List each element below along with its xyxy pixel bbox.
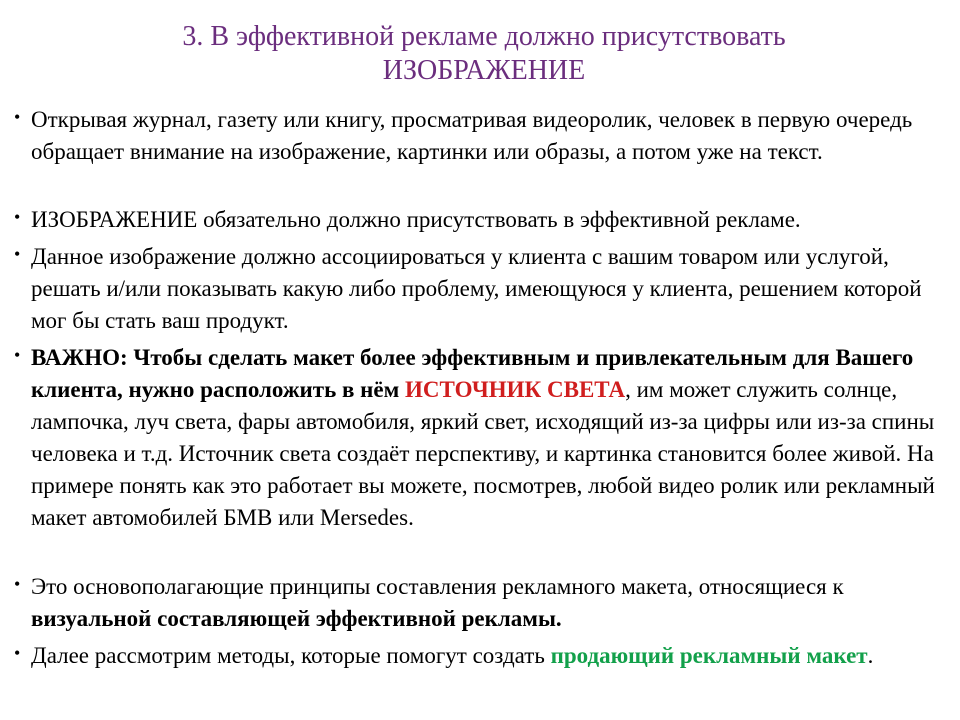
bullet-text-segment: Открывая журнал, газету или книгу, просматривая видеоролик, человек в первую очередь обращает внимание на изображение, картинки или образы, а потом уже на текст. [31, 107, 913, 164]
slide-title [60, 20, 908, 88]
bullet-text-segment: , им может служить солнце, лампочка, луч света, фары автомобиля, яркий свет, исходящий из-за цифры или из-за спины человека и т.д. Источник света создаёт перспективу, и картинка становится более живой. На примере понять как это работает вы можете, посмотрев, любой видео ролик или рекламный макет автомобилей БМВ или Mersedes. [31, 377, 935, 530]
bullet-text [31, 571, 950, 635]
bullet-item-3 [14, 241, 950, 337]
bullet-text [31, 241, 950, 337]
bullet-item-1 [14, 104, 950, 168]
bullet-dot: • [14, 107, 21, 127]
title-line-1: 3. В эффективной рекламе должно присутствовать [182, 21, 786, 52]
bullet-item-4 [14, 342, 950, 534]
bullet-dot: • [14, 345, 21, 365]
bullet-bold-segment: ВАЖНО: Чтобы сделать макет более эффективным и привлекательным для Вашего клиента, нужно расположить в нём [31, 345, 914, 402]
bullet-text-segment: Это основополагающие принципы составления рекламного макета, относящиеся к [31, 574, 844, 599]
title-line-2: ИЗОБРАЖЕНИЕ [382, 55, 586, 86]
bullet-text-segment: Далее рассмотрим методы, которые помогут создать [31, 643, 551, 668]
bullet-text [31, 342, 950, 534]
bullet-item-2 [14, 204, 950, 236]
bullet-text-segment: ИЗОБРАЖЕНИЕ обязательно должно присутствовать в эффективной рекламе. [31, 207, 801, 232]
bullet-text-segment: . [867, 643, 874, 668]
bullet-text [31, 204, 950, 236]
light-source-highlight: ИСТОЧНИК СВЕТА [405, 377, 626, 402]
bullet-text [31, 104, 950, 168]
bullet-item-6 [14, 640, 950, 672]
bullet-dot: • [14, 574, 21, 594]
bullet-bold-segment: визуальной составляющей эффективной рекламы. [31, 606, 562, 631]
bullet-dot: • [14, 207, 21, 227]
bullet-text [31, 640, 950, 672]
bullet-text-segment: Данное изображение должно ассоциироваться у клиента с вашим товаром или услугой, решать и/или показывать какую либо проблему, имеющуюся у клиента, решением которой мог бы стать ваш продукт. [31, 244, 922, 333]
bullet-item-5 [14, 571, 950, 635]
bullet-dot: • [14, 643, 21, 663]
selling-layout-highlight: продающий рекламный макет [550, 643, 868, 668]
bullet-dot: • [14, 244, 21, 264]
